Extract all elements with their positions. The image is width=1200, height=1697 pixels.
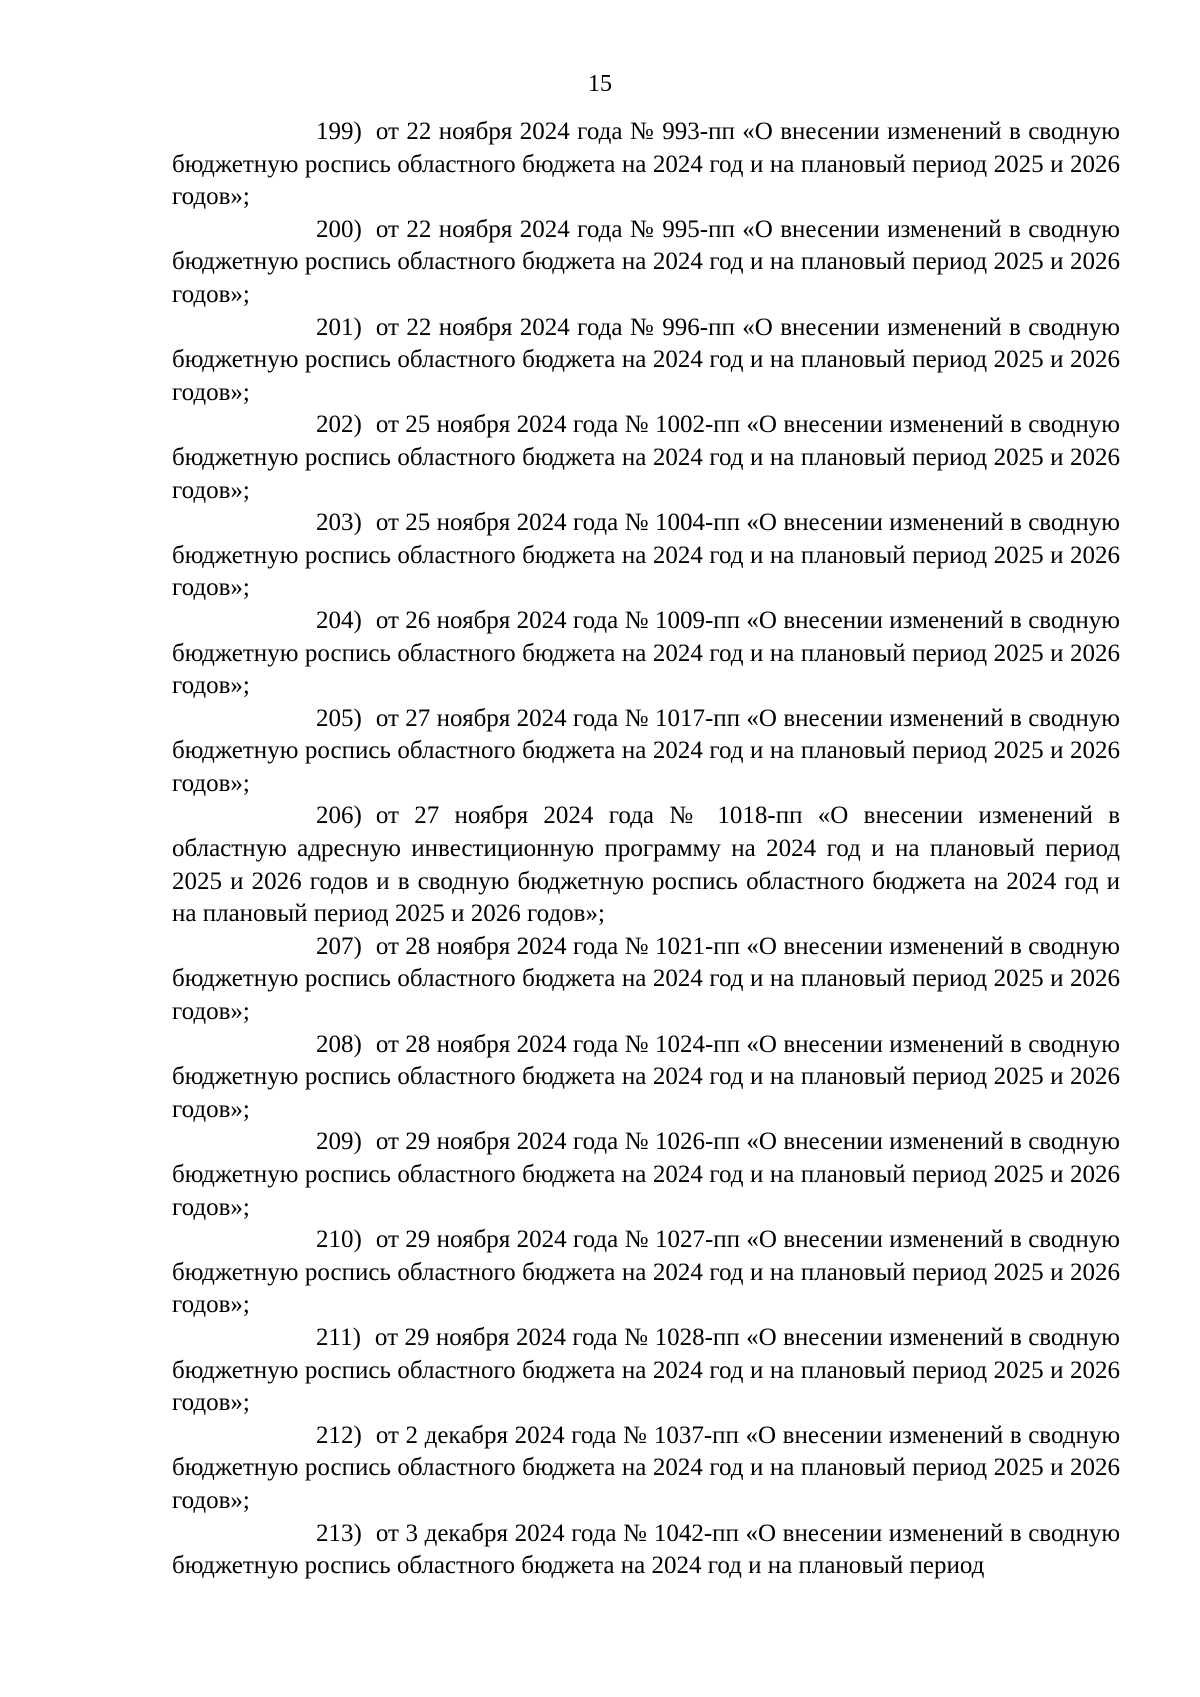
item-text: от 29 ноября 2024 года № 1027-пп «О внесении изменений в сводную бюджетную роспись областного бюджета на 2024 год и на плановый период 2025 и 2026 годов»;: [172, 1226, 1120, 1319]
item-text: от 25 ноября 2024 года № 1004-пп «О внесении изменений в сводную бюджетную роспись областного бюджета на 2024 год и на плановый период 2025 и 2026 годов»;: [172, 509, 1120, 602]
list-item: [172, 1518, 1120, 1583]
item-number: 199): [316, 118, 362, 145]
item-text: от 28 ноября 2024 года № 1024-пп «О внесении изменений в сводную бюджетную роспись областного бюджета на 2024 год и на плановый период 2025 и 2026 годов»;: [172, 1030, 1120, 1123]
item-text: от 22 ноября 2024 года № 993-пп «О внесении изменений в сводную бюджетную роспись областного бюджета на 2024 год и на плановый период 2025 и 2026 годов»;: [172, 118, 1120, 211]
list-item: [172, 1322, 1120, 1420]
list-item: [172, 1029, 1120, 1127]
item-number: 206): [316, 802, 362, 830]
item-number: 210): [316, 1226, 362, 1254]
list-item: [172, 703, 1120, 801]
list-item: [172, 409, 1120, 507]
item-number: 212): [316, 1421, 362, 1449]
item-number: 202): [316, 411, 362, 439]
item-text: от 22 ноября 2024 года № 996-пп «О внесении изменений в сводную бюджетную роспись областного бюджета на 2024 год и на плановый период 2025 и 2026 годов»;: [172, 313, 1120, 406]
list-item: [172, 214, 1120, 312]
list-item: [172, 605, 1120, 703]
item-number: 205): [316, 704, 362, 732]
item-text: от 27 ноября 2024 года № 1018-пп «О внесении изменений в областную адресную инвестиционную программу на 2024 год и на плановый период 2025 и 2026 годов и в сводную бюджетную роспись областного бюджета на 2024 год и на плановый период 2025 и 2026 годов»;: [172, 802, 1120, 928]
item-number: 203): [316, 509, 362, 537]
item-number: 208): [316, 1030, 362, 1058]
item-number: 209): [316, 1128, 362, 1156]
item-number: 211): [316, 1323, 361, 1351]
list-item: [172, 1420, 1120, 1518]
item-number: 213): [316, 1519, 362, 1547]
page-number: 15: [588, 71, 612, 97]
list-item: [172, 931, 1120, 1029]
list-item: [172, 312, 1120, 410]
list-item: [172, 507, 1120, 605]
list-item: [172, 1224, 1120, 1322]
item-text: от 2 декабря 2024 года № 1037-пп «О внесении изменений в сводную бюджетную роспись областного бюджета на 2024 год и на плановый период 2025 и 2026 годов»;: [172, 1421, 1120, 1514]
item-number: 204): [316, 606, 362, 634]
item-text: от 26 ноября 2024 года № 1009-пп «О внесении изменений в сводную бюджетную роспись областного бюджета на 2024 год и на плановый период 2025 и 2026 годов»;: [172, 606, 1120, 700]
item-text: от 29 ноября 2024 года № 1026-пп «О внесении изменений в сводную бюджетную роспись областного бюджета на 2024 год и на плановый период 2025 и 2026 годов»;: [172, 1128, 1120, 1221]
item-text: от 27 ноября 2024 года № 1017-пп «О внесении изменений в сводную бюджетную роспись областного бюджета на 2024 год и на плановый период 2025 и 2026 годов»;: [172, 704, 1120, 797]
item-number: 201): [316, 313, 362, 341]
item-text: от 3 декабря 2024 года № 1042-пп «О внесении изменений в сводную бюджетную роспись областного бюджета на 2024 год и на плановый период: [172, 1519, 1120, 1580]
list-item: [172, 800, 1120, 930]
item-text: от 29 ноября 2024 года № 1028-пп «О внесении изменений в сводную бюджетную роспись областного бюджета на 2024 год и на плановый период 2025 и 2026 годов»;: [172, 1323, 1120, 1417]
item-number: 200): [316, 215, 362, 243]
list-item: [172, 116, 1120, 214]
list-item: [172, 1126, 1120, 1224]
item-text: от 28 ноября 2024 года № 1021-пп «О внесении изменений в сводную бюджетную роспись областного бюджета на 2024 год и на плановый период 2025 и 2026 годов»;: [172, 932, 1120, 1026]
item-text: от 25 ноября 2024 года № 1002-пп «О внесении изменений в сводную бюджетную роспись областного бюджета на 2024 год и на плановый период 2025 и 2026 годов»;: [172, 411, 1120, 504]
document-body: [172, 116, 1120, 1583]
item-text: от 22 ноября 2024 года № 995-пп «О внесении изменений в сводную бюджетную роспись областного бюджета на 2024 год и на плановый период 2025 и 2026 годов»;: [172, 215, 1120, 308]
item-number: 207): [316, 932, 362, 960]
